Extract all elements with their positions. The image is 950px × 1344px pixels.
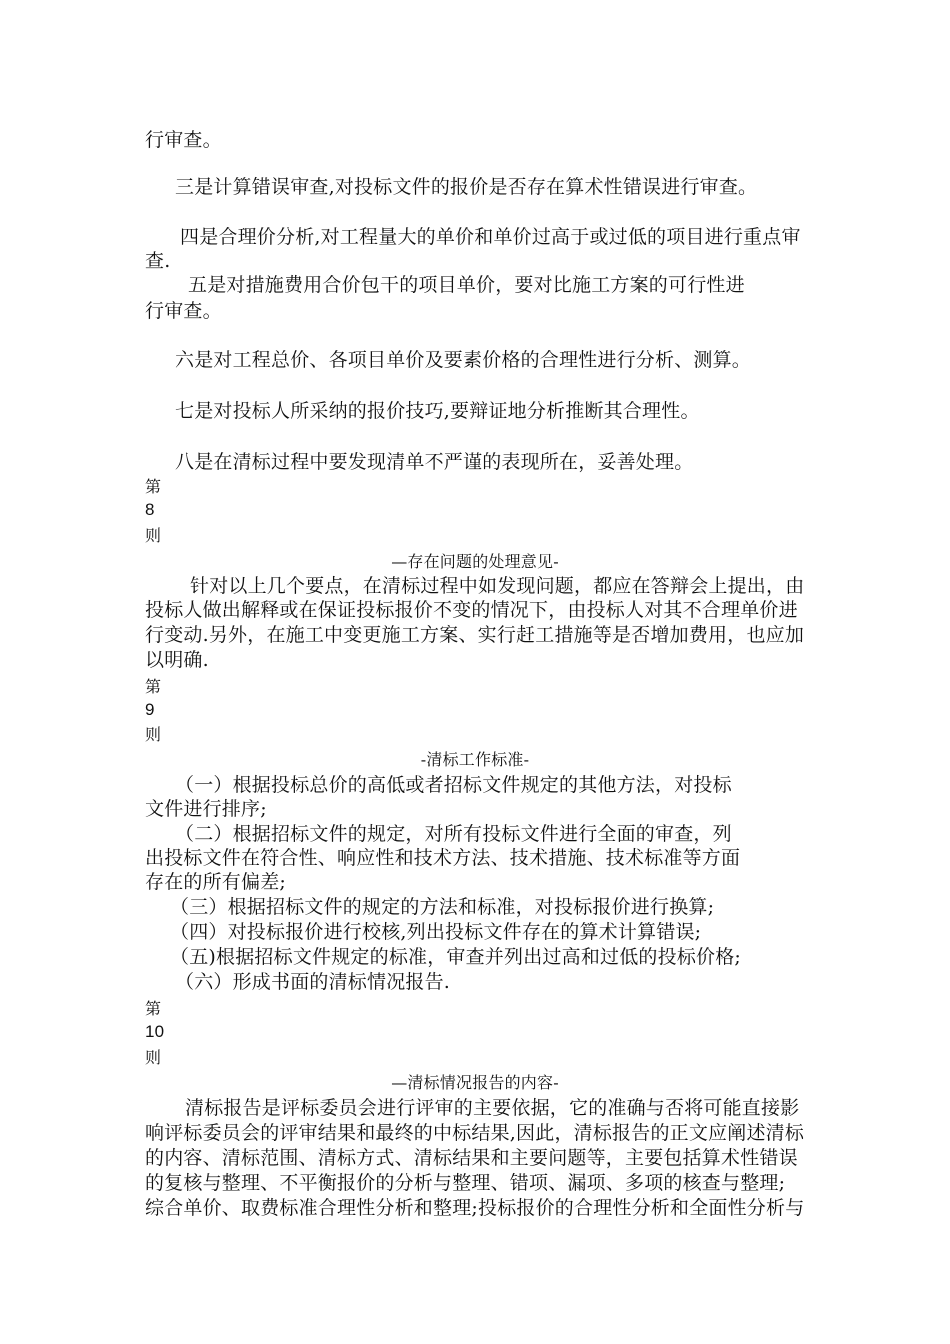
rule-10-para-line1: 清标报告是评标委员会进行评审的主要依据，它的准确与否将可能直接影	[185, 1097, 800, 1119]
rule-8-heading: —存在问题的处理意见-	[391, 552, 559, 571]
rule-9-item-2-line2: 出投标文件在符合性、响应性和技术方法、技术措施、技术标准等方面	[145, 847, 741, 869]
item-8: 八是在清标过程中要发现清单不严谨的表现所在，妥善处理。	[175, 451, 694, 473]
rule-9-item-2-line3: 存在的所有偏差;	[145, 871, 287, 893]
rule-10-ze: 则	[145, 1048, 162, 1067]
rule-9-item-1-line2: 文件进行排序;	[145, 798, 267, 820]
rule-10-heading: —清标情况报告的内容-	[391, 1073, 559, 1092]
item-5-line2: 行审查。	[145, 300, 222, 322]
rule-10-di: 第	[145, 999, 162, 1018]
rule-9-item-1-line1: （一）根据投标总价的高低或者招标文件规定的其他方法，对投标	[175, 774, 732, 796]
rule-8-di: 第	[145, 477, 162, 496]
rule-10-para-line3: 的内容、清标范围、清标方式、清标结果和主要问题等，主要包括算术性错误	[145, 1147, 798, 1169]
intro-tail-line: 行审查。	[145, 129, 222, 151]
item-7: 七是对投标人所采纳的报价技巧,要辩证地分析推断其合理性。	[175, 400, 700, 422]
item-5-line1: 五是对措施费用合价包干的项目单价，要对比施工方案的可行性进	[188, 274, 745, 296]
rule-10-para-line5: 综合单价、取费标准合理性分析和整理;投标报价的合理性分析和全面性分析与	[145, 1197, 805, 1219]
rule-9-number: 9	[145, 700, 155, 719]
rule-8-para-line2: 投标人做出解释或在保证投标报价不变的情况下，由投标人对其不合理单价进	[145, 599, 798, 621]
rule-10-para-line2: 响评标委员会的评审结果和最终的中标结果,因此，清标报告的正文应阐述清标	[145, 1122, 805, 1144]
rule-8-para-line4: 以明确.	[145, 649, 209, 671]
rule-9-item-5: （五)根据招标文件规定的标准，审查并列出过高和过低的投标价格;	[170, 946, 742, 968]
rule-9-item-6: （六）形成书面的清标情况报告.	[175, 971, 451, 993]
item-4-line1: 四是合理价分析,对工程量大的单价和单价过高于或过低的项目进行重点审	[180, 226, 801, 248]
rule-8-number: 8	[145, 500, 155, 519]
item-4-line2: 查.	[145, 250, 171, 272]
rule-9-ze: 则	[145, 725, 162, 744]
rule-8-para-line1: 针对以上几个要点，在清标过程中如发现问题，都应在答辩会上提出，由	[190, 575, 805, 597]
rule-8-ze: 则	[145, 526, 162, 545]
rule-10-number: 10	[145, 1022, 165, 1041]
rule-9-di: 第	[145, 677, 162, 696]
rule-9-item-2-line1: （二）根据招标文件的规定，对所有投标文件进行全面的审查，列	[175, 823, 732, 845]
rule-10-para-line4: 的复核与整理、不平衡报价的分析与整理、错项、漏项、多项的核查与整理;	[145, 1172, 786, 1194]
item-6: 六是对工程总价、各项目单价及要素价格的合理性进行分析、测算。	[175, 349, 752, 371]
rule-9-item-4: （四）对投标报价进行校核,列出投标文件存在的算术计算错误;	[170, 921, 702, 943]
item-3: 三是计算错误审查,对投标文件的报价是否存在算术性错误进行审查。	[175, 176, 758, 198]
rule-9-item-3: （三）根据招标文件的规定的方法和标准，对投标报价进行换算;	[170, 896, 715, 918]
rule-9-heading: -清标工作标准-	[420, 750, 530, 769]
rule-8-para-line3: 行变动.另外，在施工中变更施工方案、实行赶工措施等是否增加费用，也应加	[145, 624, 805, 646]
